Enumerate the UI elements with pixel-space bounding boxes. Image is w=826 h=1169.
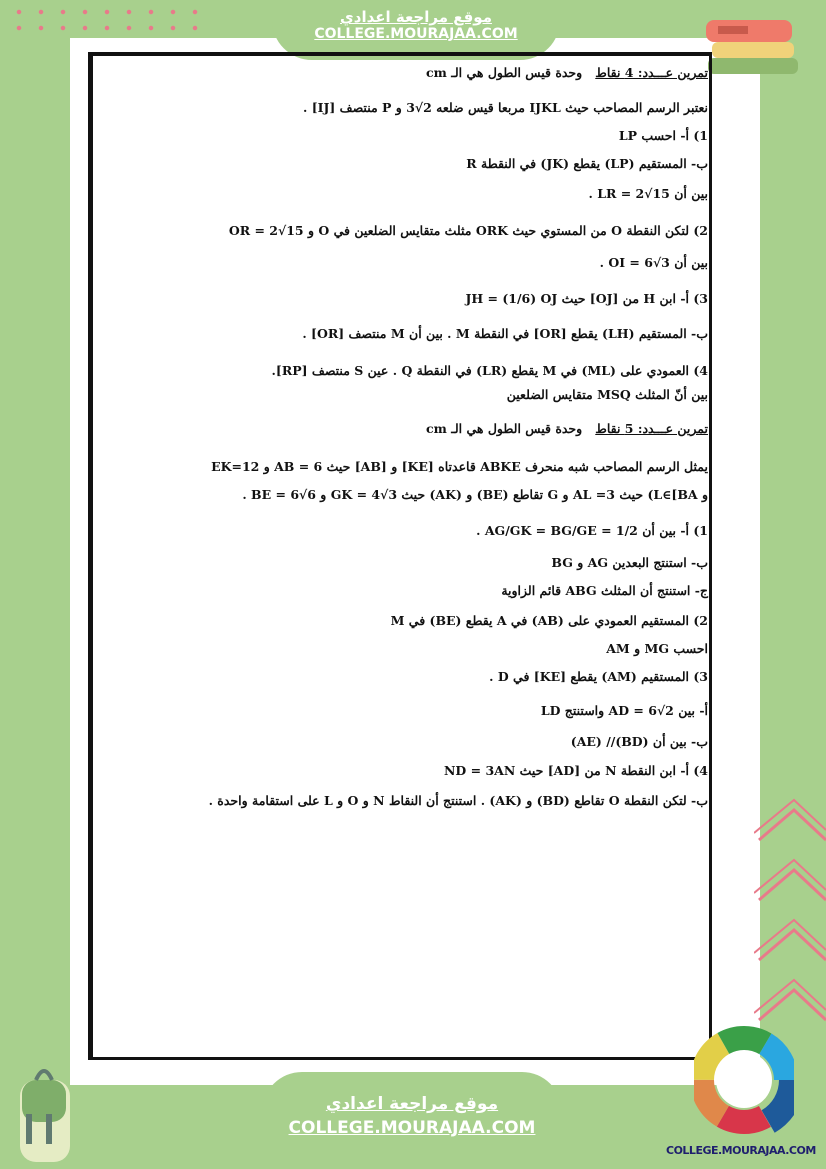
- exercise4-heading: [426, 65, 708, 80]
- exercise4-line: نعتبر الرسم المصاحب حيث IJKL مربعا قيس ضلعه 2√3 و P منتصف [IJ] .: [303, 100, 708, 115]
- subjects-wheel-logo-icon: [694, 1022, 794, 1138]
- exercise5-line: ب- بين أن (BD)// (AE): [570, 734, 708, 749]
- exercise4-line: بين أن LR = 2√15 .: [588, 186, 708, 201]
- exercise4-line: 1) أ- احسب LP: [618, 128, 708, 143]
- exercise4-line: 4) العمودي على (ML) في M يقطع (LR) في النقطة Q . عين S منتصف [RP].: [271, 363, 708, 378]
- exercise4-title: تمرين عـــدد: 4 نقاط: [595, 65, 708, 80]
- exercise4-line: بين أن OI = 6√3 .: [599, 255, 708, 270]
- top-site-banner[interactable]: [272, 0, 560, 60]
- decorative-dots: [8, 4, 208, 34]
- exercise5-line: احسب MG و AM: [606, 641, 708, 656]
- exercise5-line: 4) أ- ابن النقطة N من [AD] حيث ND = 3AN: [444, 763, 708, 778]
- exercise4-unit: وحدة قيس الطول هي الـ cm: [426, 65, 583, 80]
- exercise5-line: يمثل الرسم المصاحب شبه منحرف ABKE قاعدتاه [KE] و [AB] حيث AB = 6 و EK=12: [211, 459, 708, 474]
- exercise5-title: تمرين عـــدد: 5 نقاط: [595, 421, 708, 436]
- exercise5-line: 2) المستقيم العمودي على (AB) في A يقطع (BE) في M: [390, 613, 708, 628]
- exercise5-line: ب- لتكن النقطة O تقاطع (BD) و (AK) . استنتج أن النقاط N و O و L على استقامة واحدة .: [208, 793, 708, 808]
- site-domain-link[interactable]: COLLEGE.MOURAJAA.COM: [288, 1118, 536, 1138]
- site-arabic-name: موقع مراجعة اعدادي: [325, 1094, 499, 1114]
- chevron-decoration-icon: [754, 855, 826, 905]
- exercise4-line: 3) أ- ابن H من [OJ] حيث JH = (1/6) OJ: [465, 291, 708, 306]
- exercise5-line: ب- استنتج البعدين AG و BG: [551, 555, 708, 570]
- exercise4-line: ب- المستقيم (LH) يقطع [OR] في النقطة M . بين أن M منتصف [OR] .: [302, 326, 708, 341]
- chevron-decoration-icon: [754, 915, 826, 965]
- exercise5-line: أ- بين AD = 6√2 واستنتج LD: [540, 703, 708, 718]
- exercise4-line: بين أنّ المثلث MSQ متقايس الضلعين: [506, 387, 708, 402]
- site-arabic-name: موقع مراجعة اعدادي: [340, 8, 492, 26]
- logo-domain-text: COLLEGE.MOURAJAA.COM: [666, 1144, 816, 1157]
- backpack-icon: [14, 1058, 74, 1164]
- exercise4-line: 2) لتكن النقطة O من المستوي حيث ORK مثلث متقايس الضلعين في O و OR = 2√15: [228, 223, 708, 238]
- bottom-site-banner[interactable]: [262, 1072, 562, 1169]
- site-domain-link[interactable]: COLLEGE.MOURAJAA.COM: [314, 26, 518, 42]
- exercise5-line: 1) أ- بين أن AG/GK = BG/GE = 1/2 .: [476, 523, 708, 538]
- exercise5-heading: [426, 421, 708, 436]
- exercise5-unit: وحدة قيس الطول هي الـ cm: [426, 421, 583, 436]
- exercise5-line: و L∈[BA) حيث AL =3 و G تقاطع (BE) و (AK) حيث GK = 4√3 و BE = 6√6 .: [242, 487, 708, 502]
- exercise5-line: ج- استنتج أن المثلث ABG قائم الزاوية: [501, 583, 708, 598]
- chevron-decoration-icon: [754, 975, 826, 1025]
- chevron-decoration-icon: [754, 795, 826, 845]
- exercise5-line: 3) المستقيم (AM) يقطع [KE] في D .: [489, 669, 708, 684]
- exercise4-line: ب- المستقيم (LP) يقطع (JK) في النقطة R: [466, 156, 708, 171]
- books-icon: [700, 14, 810, 74]
